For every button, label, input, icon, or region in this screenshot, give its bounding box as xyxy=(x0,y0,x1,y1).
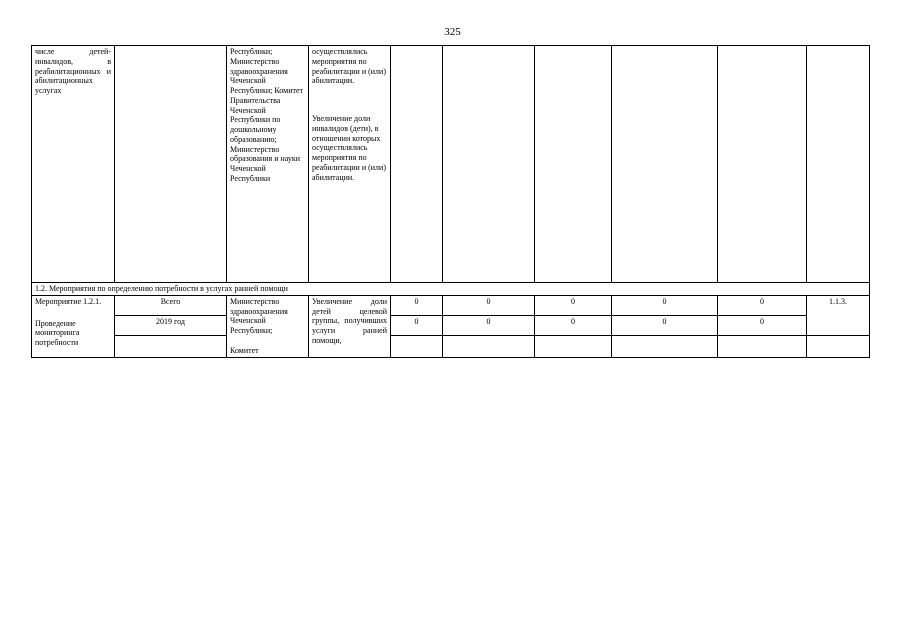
program-table xyxy=(31,45,870,358)
cell-indicator: Увеличение доли детей целевой группы, получивших услуги ранней помощи, xyxy=(309,295,391,357)
cell-value: 0 xyxy=(391,315,443,335)
cell-empty xyxy=(391,46,443,283)
cell-empty xyxy=(443,336,535,357)
cell-empty xyxy=(535,46,612,283)
cell-indicator-code: 1.1.3. xyxy=(807,295,870,335)
cell-value: 0 xyxy=(718,295,807,315)
cell-value: 0 xyxy=(535,315,612,335)
cell-empty xyxy=(612,46,718,283)
cell-responsible: Министерство здравоохранения Чеченской Республики; Комитет xyxy=(227,295,309,357)
cell-empty xyxy=(535,336,612,357)
cell-description: числе детей-инвалидов, в реабилитационных и абилитационных услугах xyxy=(32,46,115,283)
cell-empty xyxy=(612,336,718,357)
table-row-total xyxy=(32,295,870,315)
cell-value: 0 xyxy=(718,315,807,335)
cell-empty xyxy=(807,46,870,283)
cell-empty xyxy=(443,46,535,283)
page-number: 325 xyxy=(444,26,461,38)
cell-indicator: осуществлялись мероприятия по реабилитации и (или) абилитации. Увеличение доли инвалидов (дети), в отношении которых осуществлялись мероприятия по реабилитации и (или) абилитации. xyxy=(309,46,391,283)
cell-event-name: Мероприятие 1.2.1. Проведение мониторинга потребности xyxy=(32,295,115,357)
cell-empty xyxy=(718,336,807,357)
table-row-year xyxy=(32,315,870,335)
cell-value: 0 xyxy=(612,315,718,335)
cell-empty xyxy=(115,46,227,283)
section-title: 1.2. Мероприятия по определению потребности в услугах ранней помощи xyxy=(32,283,870,296)
cell-value: 0 xyxy=(443,315,535,335)
table-row-top xyxy=(32,46,870,283)
cell-empty xyxy=(115,336,227,357)
cell-value: 0 xyxy=(535,295,612,315)
cell-responsible: Республики; Министерство здравоохранения Чеченской Республики; Комитет Правительства Чеченской Республики по дошкольному образованию; Министерство образования и науки Чеченской Республики xyxy=(227,46,309,283)
cell-value: 0 xyxy=(443,295,535,315)
section-row xyxy=(32,283,870,296)
cell-empty xyxy=(718,46,807,283)
cell-period: Всего xyxy=(115,295,227,315)
cell-empty xyxy=(807,336,870,357)
cell-period: 2019 год xyxy=(115,315,227,335)
cell-empty xyxy=(391,336,443,357)
cell-value: 0 xyxy=(612,295,718,315)
table-row-empty xyxy=(32,336,870,357)
cell-value: 0 xyxy=(391,295,443,315)
